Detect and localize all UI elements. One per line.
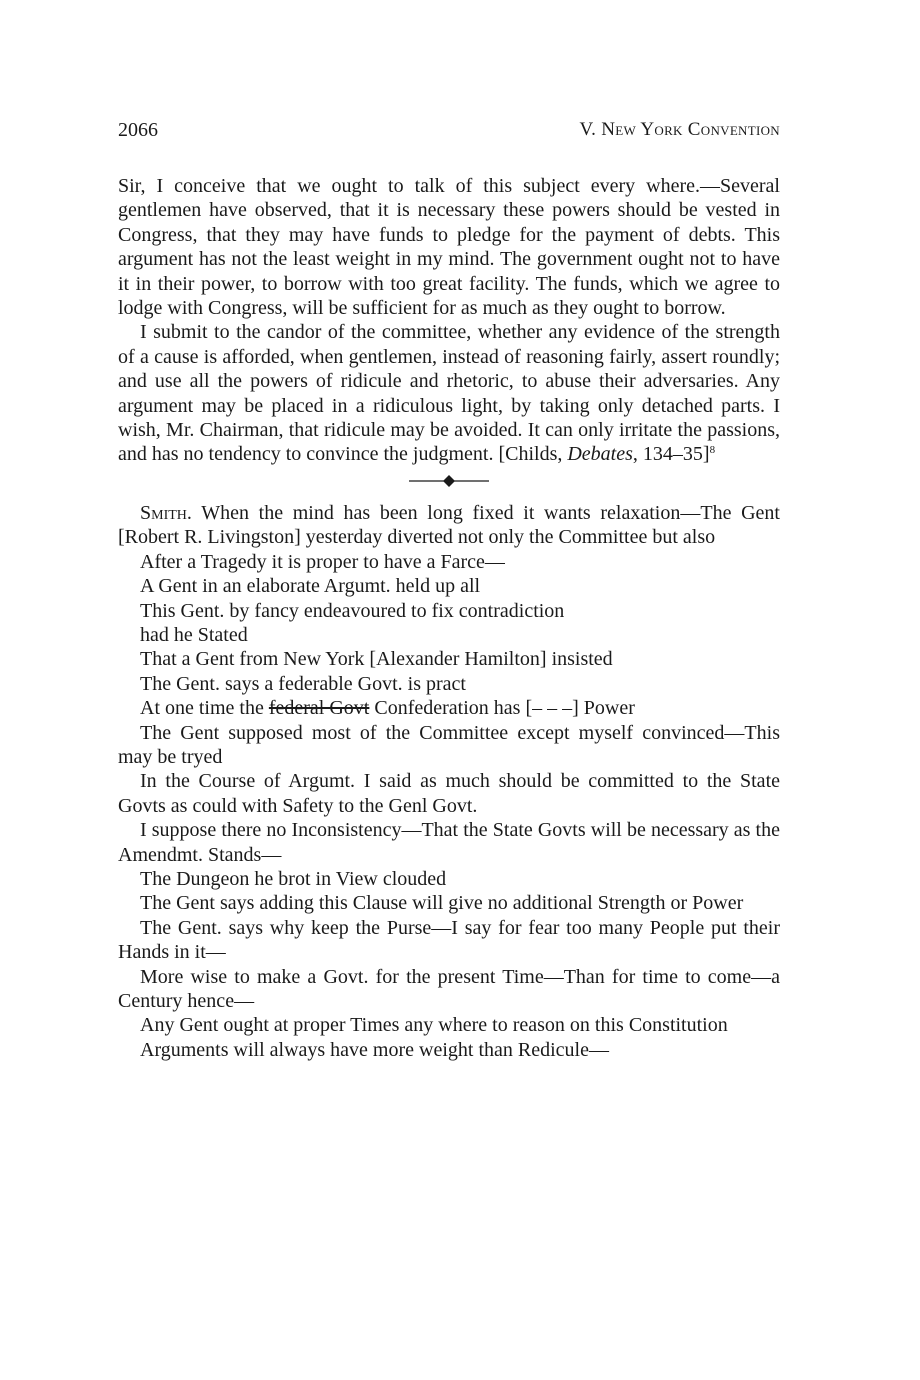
smith-intro xyxy=(118,501,780,550)
paragraph-2 xyxy=(118,320,780,466)
struck-line-before: At one time the xyxy=(140,697,269,720)
struck-text: federal Govt xyxy=(268,697,370,720)
note-paragraph: Any Gent ought at proper Times any where to reason on this Constitution xyxy=(140,1014,728,1037)
footnote-marker: 8 xyxy=(709,444,716,457)
note-paragraph: The Dungeon he brot in View clouded xyxy=(140,867,447,890)
note-line: This Gent. by fancy endeavoured to fix contradiction xyxy=(140,599,565,622)
note-paragraph: Arguments will always have more weight than Redicule— xyxy=(140,1038,609,1061)
document-page xyxy=(118,118,780,1062)
speaker-name: Smith xyxy=(140,501,187,524)
note-paragraph: More wise to make a Govt. for the present Time—Than for time to come—a Century hence— xyxy=(118,965,780,1012)
note-line: A Gent in an elaborate Argumt. held up all xyxy=(140,575,481,598)
page-number: 2066 xyxy=(118,119,158,141)
note-line: After a Tragedy it is proper to have a Farce— xyxy=(140,550,505,573)
note-line-struck xyxy=(118,696,780,720)
source-title: Debates xyxy=(567,443,633,466)
paragraph-1: Sir, I conceive that we ought to talk of this subject every where.—Several gentlemen have observed, that it is necessary these powers should be vested in Congress, that they may have funds to pledge for the payment of debts. This argument has not the least weight in my mind. The government ought not to have it in their power, to borrow with too great facility. The funds, which we agree to lodge with Congress, will be sufficient for as much as they ought to borrow. xyxy=(118,175,780,320)
note-paragraph: The Gent. says why keep the Purse—I say for fear too many People put their Hands in it— xyxy=(118,916,780,964)
section-divider xyxy=(118,467,780,495)
source-pages: , 134–35] xyxy=(632,443,710,466)
note-paragraphs xyxy=(118,721,780,1063)
note-paragraph: The Gent says adding this Clause will give no additional Strength or Power xyxy=(140,892,744,915)
note-line: That a Gent from New York [Alexander Hamilton] insisted xyxy=(140,648,613,671)
struck-line-after: Confederation has [– – –] Power xyxy=(369,697,635,720)
diamond-rule-icon xyxy=(407,474,491,488)
note-paragraph: The Gent supposed most of the Committee except myself convinced—This may be tryed xyxy=(118,721,780,768)
note-lines xyxy=(118,550,780,696)
running-head: V. New York Convention xyxy=(579,119,780,140)
note-paragraph: I suppose there no Inconsistency—That the State Govts will be necessary as the Amendmt. Stands— xyxy=(118,819,780,866)
note-line: had he Stated xyxy=(140,623,248,646)
smith-intro-text: . When the mind has been long fixed it wants relaxation—The Gent [Robert R. Livingston] yesterday diverted not only the Committee but also xyxy=(118,501,780,549)
note-line: The Gent. says a federable Govt. is pract xyxy=(140,672,466,695)
note-paragraph: In the Course of Argumt. I said as much should be committed to the State Govts as could with Safety to the Genl Govt. xyxy=(118,770,780,817)
page-header xyxy=(118,118,780,154)
paragraph-2-text: I submit to the candor of the committee, whether any evidence of the strength of a cause is afforded, when gentlemen, instead of reasoning fairly, assert roundly; and use all the powers of ridicule and rhetoric, to abuse their adversaries. Any argument may be placed in a ridiculous light, by taking only detached parts. I wish, Mr. Chairman, that ridicule may be avoided. It can only irritate the passions, and has no tendency to convince the judgment. [Childs, xyxy=(118,321,780,466)
